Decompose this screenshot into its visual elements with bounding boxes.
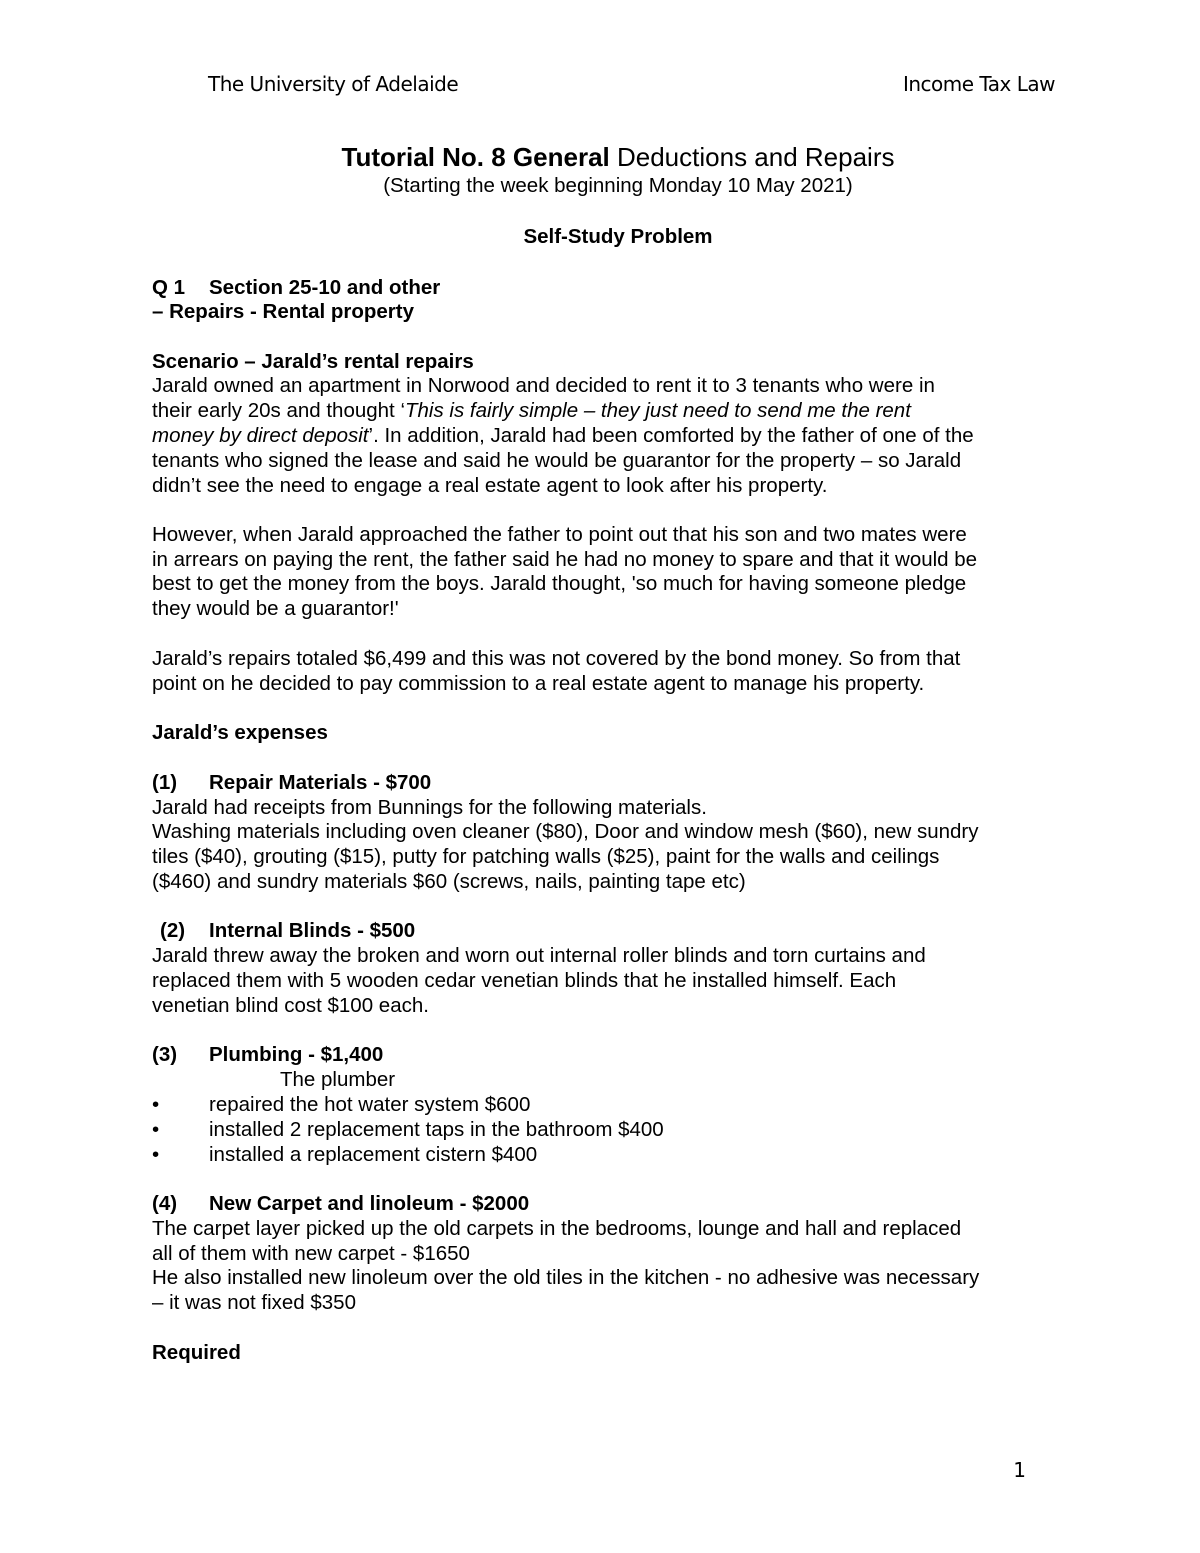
page-subtitle: (Starting the week beginning Monday 10 May 2021) <box>383 174 853 197</box>
scenario-p1-line: tenants who signed the lease and said he would be guarantor for the property – so Jarald <box>152 449 962 472</box>
scenario-p1-line: Jarald owned an apartment in Norwood and decided to rent it to 3 tenants who were in <box>152 374 935 397</box>
expenses-heading: Jarald’s expenses <box>152 721 328 744</box>
scenario-p1-line: didn’t see the need to engage a real estate agent to look after his property. <box>152 474 828 497</box>
scenario-heading: Scenario – Jarald’s rental repairs <box>152 350 474 373</box>
expense-4-heading <box>152 1192 529 1217</box>
expense-number: (3) <box>152 1043 178 1066</box>
scenario-p2-line: they would be a guarantor!' <box>152 597 399 620</box>
expense-number: (2) <box>160 919 186 942</box>
title-regular: Deductions and Repairs <box>609 142 895 172</box>
scenario-p1-line <box>152 424 974 449</box>
expense-1-line: Washing materials including oven cleaner ($80), Door and window mesh ($60), new sundry <box>152 820 979 843</box>
scenario-p3-line: point on he decided to pay commission to a real estate agent to manage his property. <box>152 672 925 695</box>
quote-italic: This is fairly simple – they just need to send me the rent <box>405 399 911 422</box>
scenario-p1-line <box>152 399 911 424</box>
question-subtopic: – Repairs - Rental property <box>152 300 415 323</box>
required-heading: Required <box>152 1341 241 1364</box>
expense-4-line: The carpet layer picked up the old carpets in the bedrooms, lounge and hall and replaced <box>152 1217 962 1240</box>
expense-2-line: replaced them with 5 wooden cedar venetian blinds that he installed himself. Each <box>152 969 897 992</box>
expense-1-line: Jarald had receipts from Bunnings for the following materials. <box>152 796 707 819</box>
scenario-p2-line: in arrears on paying the rent, the father said he had no money to spare and that it would be <box>152 548 978 571</box>
page-title <box>0 140 1200 174</box>
question-heading <box>152 276 440 301</box>
expense-3-intro: The plumber <box>280 1068 396 1091</box>
scenario-p2-line: best to get the money from the boys. Jarald thought, 'so much for having someone pledge <box>152 572 967 595</box>
expense-number: (1) <box>152 771 178 794</box>
text-run: their early 20s and thought ‘ <box>152 399 405 422</box>
expense-2-heading <box>160 919 415 944</box>
scenario-p3-line: Jarald’s repairs totaled $6,499 and this was not covered by the bond money. So from that <box>152 647 961 670</box>
expense-3-bullet: installed 2 replacement taps in the bathroom $400 <box>209 1118 664 1141</box>
question-topic: Section 25-10 and other <box>209 276 441 299</box>
expense-4-line: – it was not fixed $350 <box>152 1291 356 1314</box>
title-bold: Tutorial No. 8 General <box>341 142 610 172</box>
bullet-icon: • <box>152 1118 160 1141</box>
expense-title: Repair Materials - $700 <box>209 771 432 794</box>
expense-3-bullet: installed a replacement cistern $400 <box>209 1143 538 1166</box>
bullet-icon: • <box>152 1143 160 1166</box>
expense-2-line: venetian blind cost $100 each. <box>152 994 429 1017</box>
section-heading: Self-Study Problem <box>523 225 713 248</box>
header-course: Income Tax Law <box>902 72 1055 96</box>
expense-3-bullet: repaired the hot water system $600 <box>209 1093 531 1116</box>
expense-3-heading <box>152 1043 383 1068</box>
expense-1-line: ($460) and sundry materials $60 (screws, nails, painting tape etc) <box>152 870 746 893</box>
quote-italic: money by direct deposit <box>152 424 369 447</box>
expense-2-line: Jarald threw away the broken and worn out internal roller blinds and torn curtains and <box>152 944 926 967</box>
expense-4-line: all of them with new carpet - $1650 <box>152 1242 470 1265</box>
expense-4-line: He also installed new linoleum over the old tiles in the kitchen - no adhesive was necessary <box>152 1266 980 1289</box>
expense-1-heading <box>152 771 431 796</box>
text-run: ’. In addition, Jarald had been comforted by the father of one of the <box>368 424 974 447</box>
expense-title: Plumbing - $1,400 <box>209 1043 384 1066</box>
scenario-p2-line: However, when Jarald approached the father to point out that his son and two mates were <box>152 523 967 546</box>
question-label: Q 1 <box>152 276 186 299</box>
page-number: 1 <box>1013 1458 1026 1482</box>
bullet-icon: • <box>152 1093 160 1116</box>
expense-1-line: tiles ($40), grouting ($15), putty for patching walls ($25), paint for the walls and ceilings <box>152 845 940 868</box>
expense-number: (4) <box>152 1192 178 1215</box>
header-institution: The University of Adelaide <box>208 72 459 96</box>
expense-title: New Carpet and linoleum - $2000 <box>209 1192 530 1215</box>
expense-title: Internal Blinds - $500 <box>209 919 416 942</box>
